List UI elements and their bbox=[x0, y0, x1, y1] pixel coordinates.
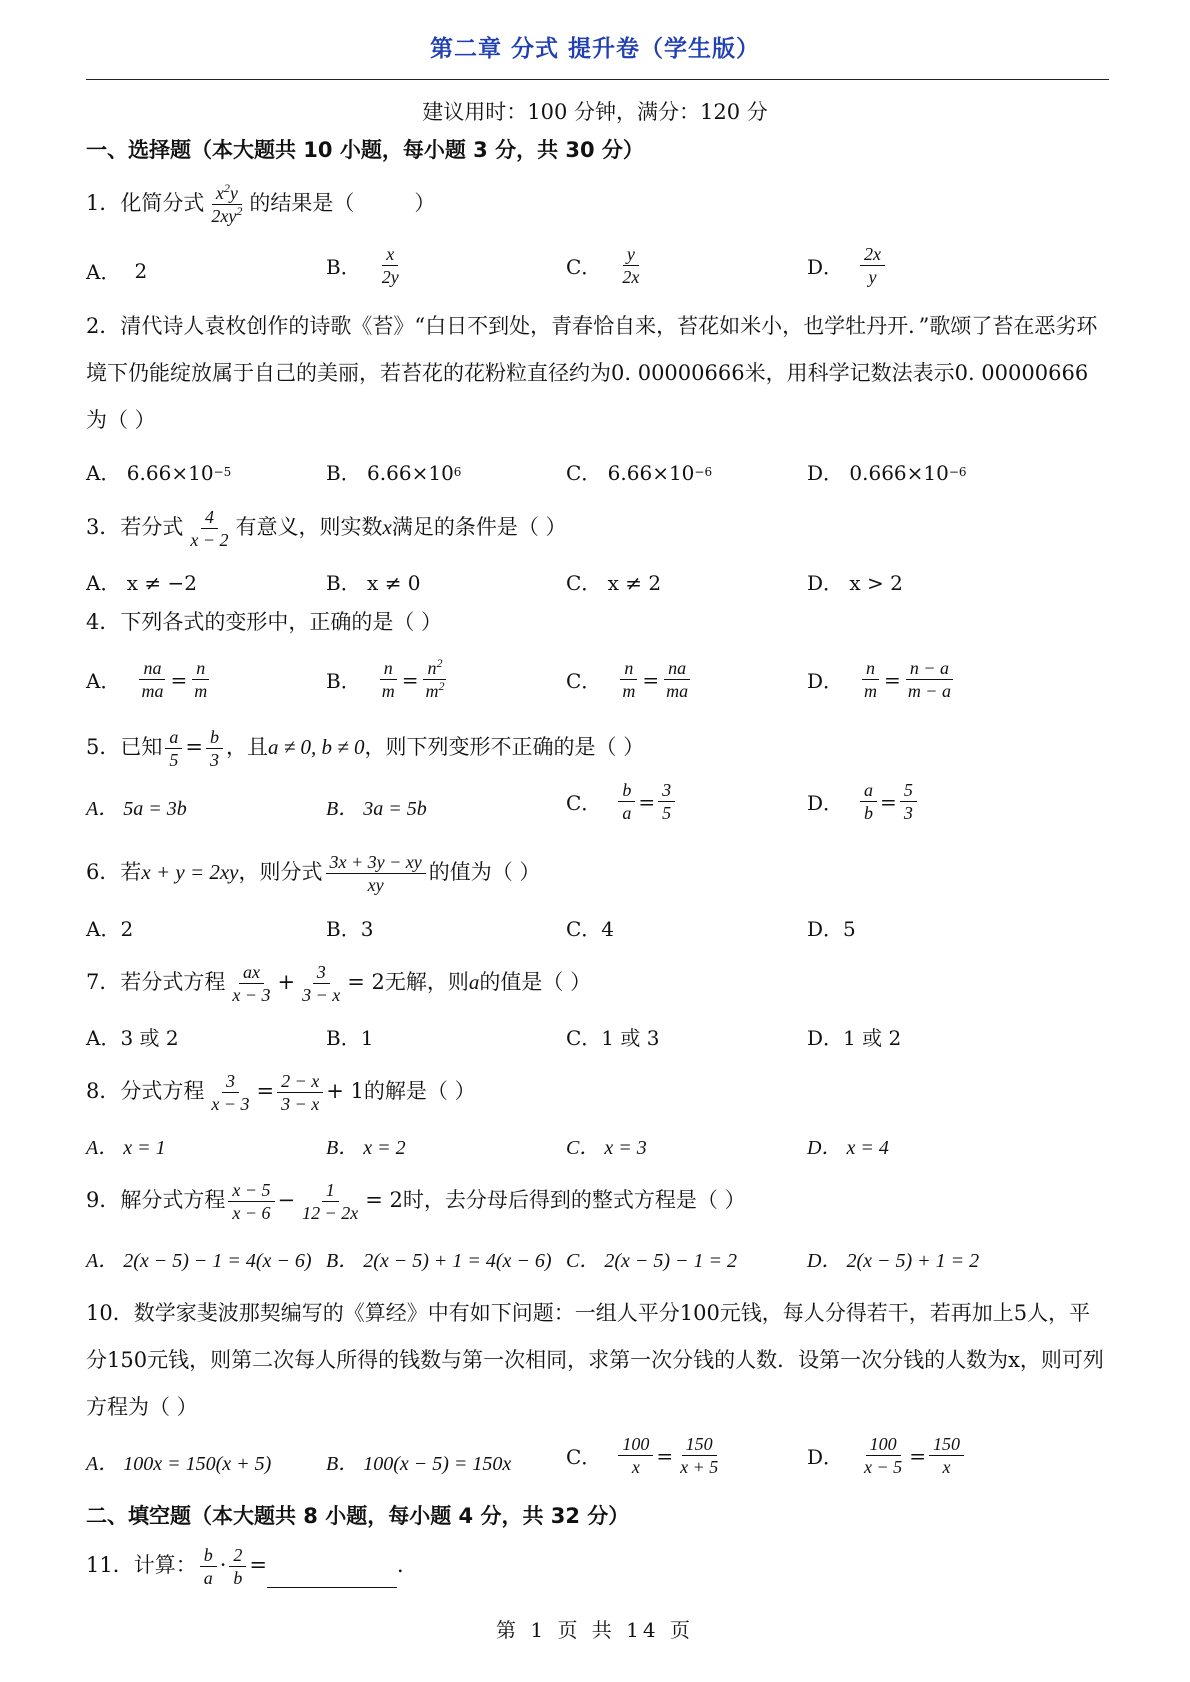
q3-option-c[interactable]: C． x ≠ 2 bbox=[566, 571, 662, 595]
q7-option-a[interactable]: A．3 或 2 bbox=[86, 1026, 179, 1050]
q10-option-a[interactable]: A． 100x = 150(x + 5) bbox=[86, 1453, 272, 1475]
q1-option-c[interactable]: C． $\frac{y}{2x}$ bbox=[566, 244, 640, 287]
title-divider bbox=[86, 79, 1109, 80]
q10-option-b[interactable]: B． 100(x − 5) = 150x bbox=[326, 1453, 512, 1475]
q2-option-b[interactable]: B． 6.66×10 6 bbox=[326, 461, 462, 485]
q8-option-c[interactable]: C． x = 3 bbox=[566, 1137, 647, 1159]
q8-option-d[interactable]: D． x = 4 bbox=[807, 1137, 889, 1159]
q4-option-a[interactable]: A． $\frac{na}{ma}$ = $\frac{n}{m}$ bbox=[86, 658, 208, 701]
q9-option-d[interactable]: D． 2(x − 5) + 1 = 2 bbox=[807, 1250, 980, 1272]
section-choice-heading: 一、选择题（本大题共 10 小题，每小题 3 分，共 30 分） bbox=[86, 138, 644, 162]
q2-option-a[interactable]: A． 6.66×10 −5 bbox=[86, 461, 232, 485]
q6-option-c[interactable]: C．4 bbox=[566, 917, 615, 941]
q3-option-b[interactable]: B． x ≠ 0 bbox=[326, 571, 421, 595]
question-2: 2．清代诗人袁枚创作的诗歌《苔》“白日不到处，青春恰自来，苔花如米小，也学牡丹开．”歌颂了苔在恶劣环境下仍能绽放属于自己的美丽，若苔花的花粉粒直径约为0. 00000666米，用科学记数法表示0. 00000666 为（ ） bbox=[86, 314, 1098, 432]
q1-option-a[interactable]: A． 2 bbox=[86, 258, 148, 284]
q7-option-b[interactable]: B．1 bbox=[326, 1026, 374, 1050]
question-1: 1．化简分式 $\frac{x^2y}{2xy^2}$ 的结果是（ ） bbox=[86, 181, 436, 226]
fraction: $\frac{x^2y}{2xy^2}$ bbox=[211, 181, 243, 226]
q5-option-a[interactable]: A． 5a = 3b bbox=[86, 798, 187, 820]
q7-option-d[interactable]: D．1 或 2 bbox=[807, 1026, 902, 1050]
q3-option-a[interactable]: A． x ≠ −2 bbox=[86, 571, 198, 595]
exam-info: 建议用时：100 分钟，满分：120 分 bbox=[422, 100, 768, 124]
answer-blank[interactable] bbox=[267, 1587, 397, 1588]
question-10: 10．数学家斐波那契编写的《算经》中有如下问题：一组人平分100元钱，每人分得若干，若再加上5人，平分150元钱，则第二次每人所得的钱数与第一次相同，求第一次分钱的人数．设第一次分钱的人数为x，则可列方程为（ ） bbox=[86, 1301, 1104, 1419]
q4-option-d[interactable]: D． $\frac{n}{m}$ = $\frac{n - a}{m - a}$ bbox=[807, 658, 951, 701]
page-footer: 第 1 页 共 14 页 bbox=[496, 1618, 694, 1642]
q10-option-c[interactable]: C． $\frac{100}{x}$ = $\frac{150}{x + 5}$ bbox=[566, 1434, 719, 1477]
question-11: 11．计算： $\frac{b}{a}$ · $\frac{2}{b}$ = ． bbox=[86, 1545, 419, 1588]
q1-option-d[interactable]: D． $\frac{2x}{y}$ bbox=[807, 244, 888, 287]
page-title: 第二章 分式 提升卷（学生版） bbox=[429, 36, 760, 62]
q4-option-c[interactable]: C． $\frac{n}{m}$ = $\frac{na}{ma}$ bbox=[566, 658, 689, 701]
q9-option-a[interactable]: A． 2(x − 5) − 1 = 4(x − 6) bbox=[86, 1250, 312, 1272]
q5-option-c[interactable]: C． $\frac{b}{a}$ = $\frac{3}{5}$ bbox=[566, 780, 678, 823]
q9-option-b[interactable]: B． 2(x − 5) + 1 = 4(x − 6) bbox=[326, 1250, 552, 1272]
question-3: 3．若分式 $\frac{4}{x - 2}$ 有意义，则实数x满足的条件是（ ） bbox=[86, 507, 567, 550]
question-4: 4．下列各式的变形中，正确的是（ ） bbox=[86, 610, 443, 634]
q1-option-b[interactable]: B． $\frac{x}{2y}$ bbox=[326, 244, 399, 287]
q2-option-d[interactable]: D． 0.666×10 −6 bbox=[807, 461, 967, 485]
q5-option-d[interactable]: D． $\frac{a}{b}$ = $\frac{5}{3}$ bbox=[807, 780, 920, 823]
q2-option-c[interactable]: C． 6.66×10 −6 bbox=[566, 461, 713, 485]
q10-option-d[interactable]: D． $\frac{100}{x - 5}$ = $\frac{150}{x}$ bbox=[807, 1434, 967, 1477]
question-8: 8．分式方程 $\frac{3}{x - 3}$ = $\frac{2 - x}{3 - x}$ + 1的解是（ ） bbox=[86, 1071, 476, 1114]
q4-option-b[interactable]: B． $\frac{n}{m}$ = $\frac{n^2}{m^2}$ bbox=[326, 656, 445, 701]
question-5: 5．已知 $\frac{a}{5}$ = $\frac{b}{3}$ ，且a ≠ 0, b ≠ 0，则下列变形不正确的是（ ） bbox=[86, 727, 645, 770]
q8-option-b[interactable]: B． x = 2 bbox=[326, 1137, 406, 1159]
question-6: 6．若x + y = 2xy，则分式 $\frac{3x + 3y - xy}{xy}$ 的值为（ ） bbox=[86, 852, 541, 895]
section-fill-heading: 二、填空题（本大题共 8 小题，每小题 4 分，共 32 分） bbox=[86, 1504, 630, 1528]
q8-option-a[interactable]: A． x = 1 bbox=[86, 1137, 166, 1159]
q5-option-b[interactable]: B． 3a = 5b bbox=[326, 798, 427, 820]
q3-option-d[interactable]: D． x > 2 bbox=[807, 571, 903, 595]
q9-option-c[interactable]: C． 2(x − 5) − 1 = 2 bbox=[566, 1250, 738, 1272]
q6-option-b[interactable]: B．3 bbox=[326, 917, 374, 941]
q6-option-d[interactable]: D．5 bbox=[807, 917, 856, 941]
q6-option-a[interactable]: A．2 bbox=[86, 917, 134, 941]
q7-option-c[interactable]: C．1 或 3 bbox=[566, 1026, 660, 1050]
question-9: 9．解分式方程 $\frac{x - 5}{x - 6}$ − $\frac{1}{12 - 2x}$ = 2时，去分母后得到的整式方程是（ ） bbox=[86, 1180, 746, 1223]
question-7: 7．若分式方程 $\frac{ax}{x - 3}$ + $\frac{3}{3 - x}$ = 2无解，则a的值是（ ） bbox=[86, 962, 592, 1005]
